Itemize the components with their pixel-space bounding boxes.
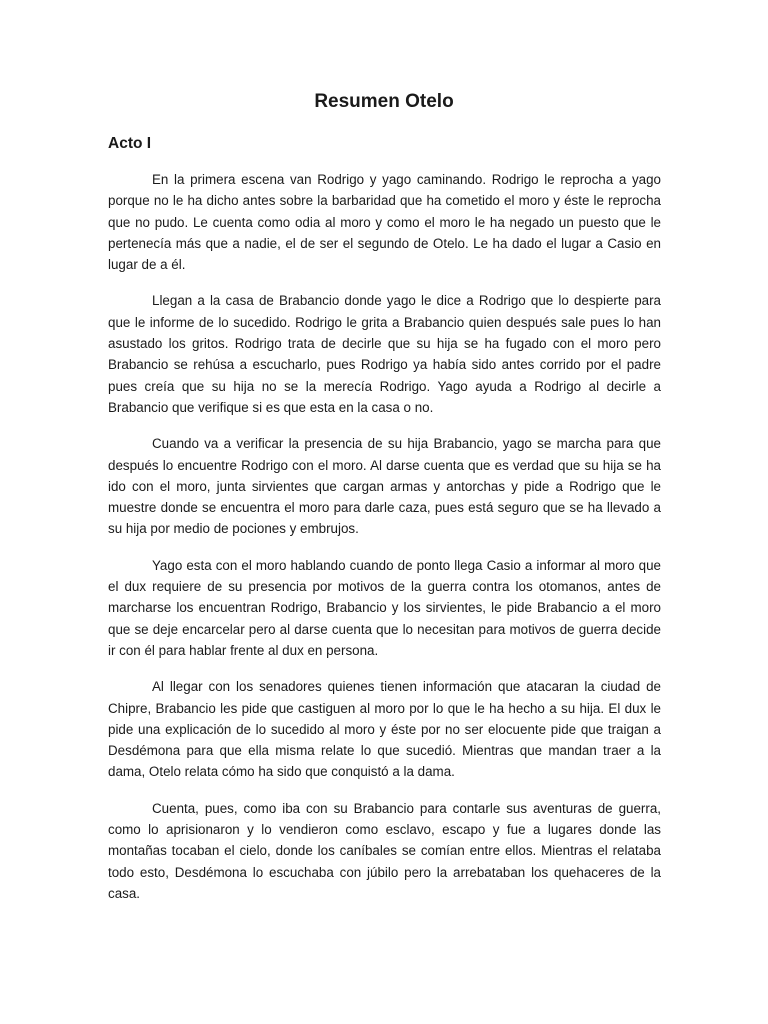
paragraph: Yago esta con el moro hablando cuando de ponto llega Casio a informar al moro que el dux requiere de su presencia por motivos de la guerra contra los otomanos, antes de marcharse los encuentran Rodrigo, Brabancio y los sirvientes, le pide Brabancio a el moro que se deje encarcelar pero al darse cuenta que lo necesitan para motivos de guerra decide ir con él para hablar frente al dux en persona. (108, 557, 661, 658)
body-text (108, 169, 661, 919)
paragraph: Al llegar con los senadores quienes tienen información que atacaran la ciudad de Chipre, Brabancio les pide que castiguen al moro por lo que le ha hecho a su hija. El dux le pide una explicación de lo sucedido al moro y éste por no ser elocuente pide que traigan a Desdémona para que ella misma relate lo que sucedió. Mientras que mandan traer a la dama, Otelo relata cómo ha sido que conquistó a la dama. (108, 679, 661, 780)
paragraph: Llegan a la casa de Brabancio donde yago le dice a Rodrigo que lo despierte para que le informe de lo sucedido. Rodrigo le grita a Brabancio quien después sale pues lo han asustado los gritos. Rodrigo trata de decirle que su hija se ha fugado con el moro pero Brabancio se rehúsa a escucharlo, pues Rodrigo ya había sido antes corrido por el padre pues creía que su hija no se la merecía Rodrigo. Yago ayuda a Rodrigo al decirle a Brabancio que verifique si es que esta en la casa o no. (108, 293, 661, 415)
page-title: Resumen Otelo (314, 91, 454, 112)
section-heading: Acto I (108, 135, 152, 152)
paragraph: Cuenta, pues, como iba con su Brabancio para contarle sus aventuras de guerra, como lo aprisionaron y lo vendieron como esclavo, escapo y fue a lugares donde las montañas tocaban el cielo, donde los caníbales se comían entre ellos. Mientras el relataba todo esto, Desdémona lo escuchaba con júbilo pero la arrebataban los quehaceres de la casa. (108, 800, 661, 901)
paragraph: Cuando va a verificar la presencia de su hija Brabancio, yago se marcha para que después lo encuentre Rodrigo con el moro. Al darse cuenta que es verdad que su hija se ha ido con el moro, junta sirvientes que cargan armas y antorchas y pide a Rodrigo que le muestre donde se encuentra el moro para darle caza, pues está seguro que se ha llevado a su hija por medio de pociones y embrujos. (108, 436, 661, 537)
paragraph: En la primera escena van Rodrigo y yago caminando. Rodrigo le reprocha a yago porque no le ha dicho antes sobre la barbaridad que ha cometido el moro y éste le reprocha que no pudo. Le cuenta como odia al moro y como el moro le ha negado un puesto que le pertenecía más que a nadie, el de ser el segundo de Otelo. Le ha dado el lugar a Casio en lugar de a él. (108, 172, 661, 273)
